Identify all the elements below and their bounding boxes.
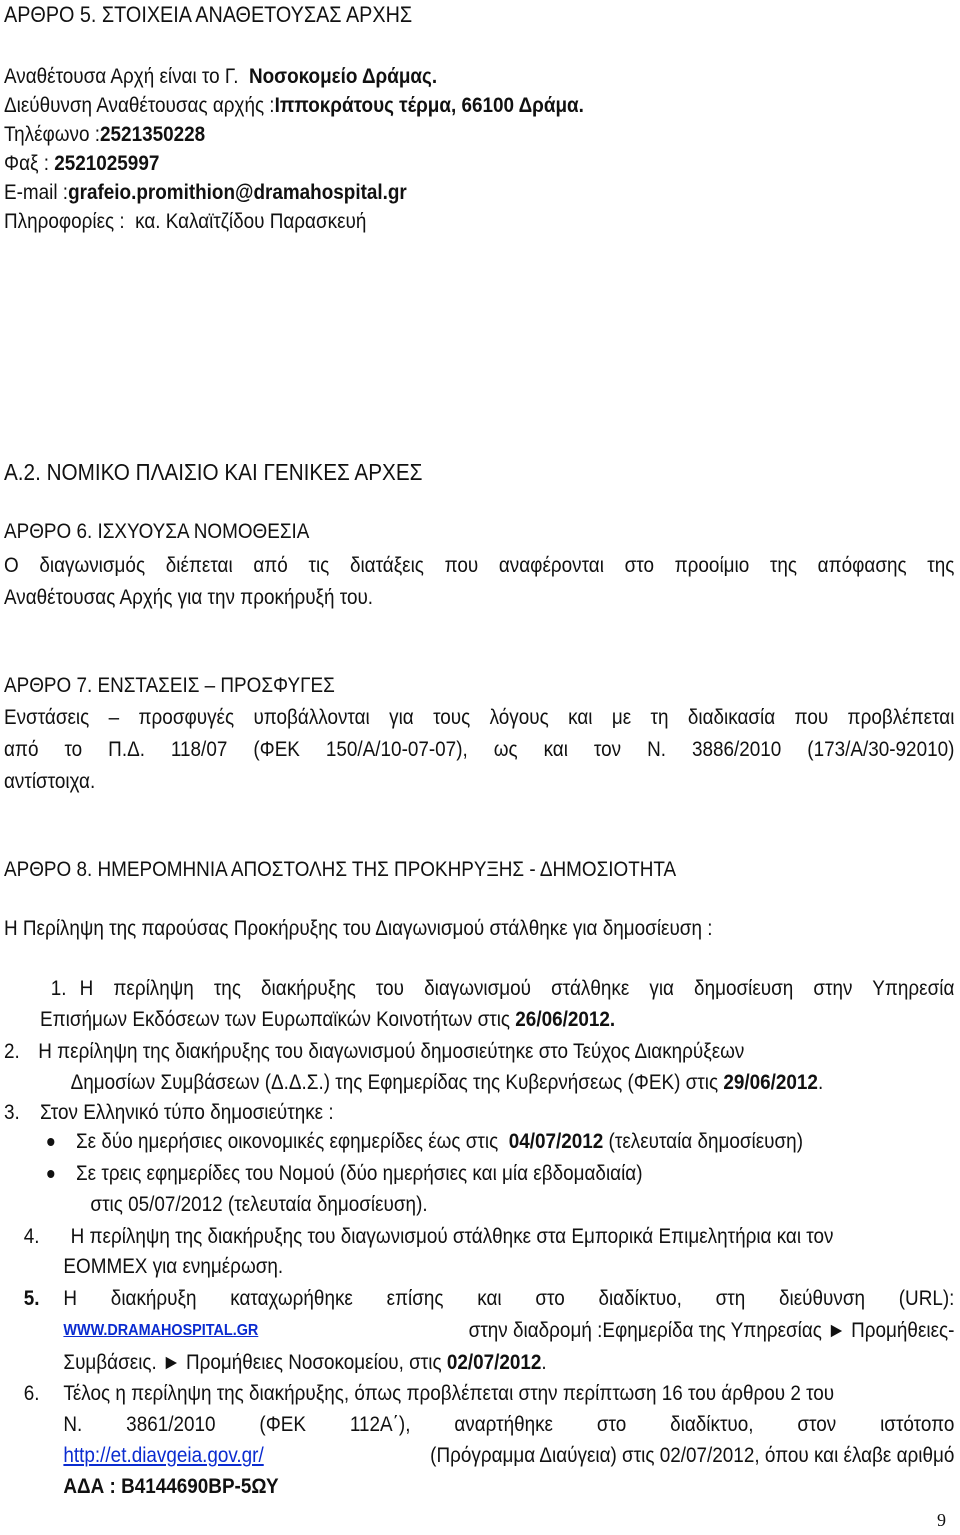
item6-line2: Ν. 3861/2010 (ΦΕΚ 112Α΄), αναρτήθηκε στο διαδίκτυο, στον ιστότοπο	[63, 1413, 955, 1436]
authority-line	[4, 64, 437, 90]
website-link[interactable]: WWW.DRAMAHOSPITAL.GR	[63, 1322, 259, 1339]
email-value[interactable]: grafeio.promithion@dramahospital.gr	[68, 181, 407, 204]
bullet1-date: 04/07/2012	[508, 1130, 604, 1153]
bullet-icon	[47, 1138, 54, 1146]
address-value: Ιπποκράτους τέρμα, 66100 Δράμα.	[274, 94, 584, 117]
authority-value: Νοσοκομείο Δράμας.	[248, 65, 438, 88]
item2-end: .	[817, 1071, 824, 1094]
email-label: E-mail :	[4, 181, 69, 204]
item5-line3-wrap	[63, 1350, 546, 1376]
item4-line2: ΕΟΜΜΕΧ για ενημέρωση.	[63, 1255, 284, 1278]
item3-line1: Στον Ελληνικό τύπο δημοσιεύτηκε :	[40, 1101, 334, 1124]
article7-heading: ΑΡΘΡΟ 7. ΕΝΣΤΑΣΕΙΣ – ΠΡΟΣΦΥΓΕΣ	[4, 674, 335, 697]
item6-line3-rest: (Πρόγραμμα Διαύγεια) στις 02/07/2012, όπου και έλαβε αριθμό	[430, 1444, 955, 1467]
phone-value: 2521350228	[100, 123, 206, 146]
item6-line3-wrap	[63, 1443, 954, 1469]
item5-date: 02/07/2012	[446, 1351, 542, 1374]
article6-heading: ΑΡΘΡΟ 6. ΙΣΧΥΟΥΣΑ ΝΟΜΟΘΕΣΙΑ	[4, 520, 310, 543]
item1-line2: Επισήμων Εκδόσεων των Ευρωπαϊκών Κοινοτήτων στις	[40, 1008, 511, 1031]
item2-line2-wrap	[71, 1070, 824, 1096]
article7-line2: από το Π.Δ. 118/07 (ΦΕΚ 150/Α/10-07-07), ως και τον Ν. 3886/2010 (173/Α/30-92010)	[4, 738, 955, 761]
item5-line2-rest: στην διαδρομή :Εφημερίδα της Υπηρεσίας ► Προμήθειες-	[468, 1319, 955, 1342]
article8-heading: ΑΡΘΡΟ 8. ΗΜΕΡΟΜΗΝΙΑ ΑΠΟΣΤΟΛΗΣ ΤΗΣ ΠΡΟΚΗΡΥΞΗΣ - ΔΗΜΟΣΙΟΤΗΤΑ	[4, 858, 677, 881]
bullet-icon	[47, 1170, 54, 1178]
item5-line3: Συμβάσεις. ► Προμήθειες Νοσοκομείου, στις	[63, 1351, 442, 1374]
item5-line2-wrap	[63, 1318, 954, 1344]
fax-label: Φαξ :	[4, 152, 49, 175]
article6-line2: Αναθέτουσας Αρχής για την προκήρυξή του.	[4, 586, 374, 609]
info-line	[4, 209, 366, 235]
item2-line1: Η περίληψη της διακήρυξης του διαγωνισμού δημοσιεύτηκε στο Τεύχος Διακηρύξεων	[38, 1040, 745, 1063]
article7-line3: αντίστοιχα.	[4, 770, 96, 793]
address-label: Διεύθυνση Αναθέτουσας αρχής :	[4, 94, 275, 117]
phone-label: Τηλέφωνο :	[4, 123, 101, 146]
fax-value: 2521025997	[54, 152, 160, 175]
item6-line1: Τέλος η περίληψη της διακήρυξης, όπως προβλέπεται στην περίπτωση 16 του άρθρου 2 του	[63, 1382, 835, 1405]
section5-heading: ΑΡΘΡΟ 5. ΣΤΟΙΧΕΙΑ ΑΝΑΘΕΤΟΥΣΑΣ ΑΡΧΗΣ	[4, 2, 413, 27]
item1-line1: Η περίληψη της διακήρυξης του διαγωνισμού στάλθηκε για δημοσίευση στην Υπηρεσία	[79, 977, 955, 1000]
bullet2-line2: στις 05/07/2012 (τελευταία δημοσίευση).	[90, 1193, 428, 1216]
article7-line1: Ενστάσεις – προσφυγές υποβάλλονται για τους λόγους και με τη διαδικασία που προβλέπεται	[4, 706, 955, 729]
bullet1-end: (τελευταία δημοσίευση)	[608, 1130, 803, 1153]
item6-ada: ΑΔΑ : Β4144690ΒΡ-5ΩΥ	[63, 1475, 279, 1498]
sectionA2-heading: Α.2. ΝΟΜΙΚΟ ΠΛΑΙΣΙΟ ΚΑΙ ΓΕΝΙΚΕΣ ΑΡΧΕΣ	[4, 459, 423, 485]
item6-number: 6.	[23, 1382, 40, 1405]
item2-line2: Δημοσίων Συμβάσεων (Δ.Δ.Σ.) της Εφημερίδας της Κυβερνήσεως (ΦΕΚ) στις	[70, 1071, 719, 1094]
item4-line1: Η περίληψη της διακήρυξης του διαγωνισμού στάλθηκε στα Εμπορικά Επιμελητήρια και τον	[70, 1225, 834, 1248]
info-label: Πληροφορίες :	[4, 210, 125, 233]
article6-line1: Ο διαγωνισμός διέπεται από τις διατάξεις που αναφέρονται στο προοίμιο της απόφασης της	[4, 554, 955, 577]
bullet2-line1: Σε τρεις εφημερίδες του Νομού (δύο ημερήσιες και μία εβδομαδιαία)	[76, 1162, 643, 1185]
authority-label: Αναθέτουσα Αρχή είναι το Γ.	[4, 65, 239, 88]
article8-intro: Η Περίληψη της παρούσας Προκήρυξης του Διαγωνισμού στάλθηκε για δημοσίευση :	[4, 917, 713, 940]
item1-date: 26/06/2012.	[515, 1008, 616, 1031]
item5-number: 5.	[23, 1287, 40, 1310]
diavgeia-link[interactable]: http://et.diavgeia.gov.gr/	[63, 1444, 264, 1467]
item2-date: 29/06/2012	[723, 1071, 818, 1094]
info-value: κα. Καλαϊτζίδου Παρασκευή	[135, 210, 367, 233]
item5-end: .	[541, 1351, 547, 1374]
email-line	[4, 180, 407, 206]
item3-number: 3.	[4, 1101, 20, 1124]
bullet1-wrap	[76, 1129, 803, 1155]
address-line	[4, 93, 584, 119]
item1-line2-wrap	[40, 1007, 615, 1033]
item1-number: 1.	[50, 977, 67, 1000]
fax-line	[4, 151, 159, 177]
bullet1-text: Σε δύο ημερήσιες οικονομικές εφημερίδες έως στις	[76, 1130, 499, 1153]
phone-line	[4, 122, 205, 148]
page-number: 9	[937, 1510, 946, 1530]
item5-line1: Η διακήρυξη καταχωρήθηκε επίσης και στο διαδίκτυο, στη διεύθυνση (URL):	[63, 1287, 955, 1310]
item4-number: 4.	[23, 1225, 40, 1248]
item2-number: 2.	[4, 1040, 20, 1063]
